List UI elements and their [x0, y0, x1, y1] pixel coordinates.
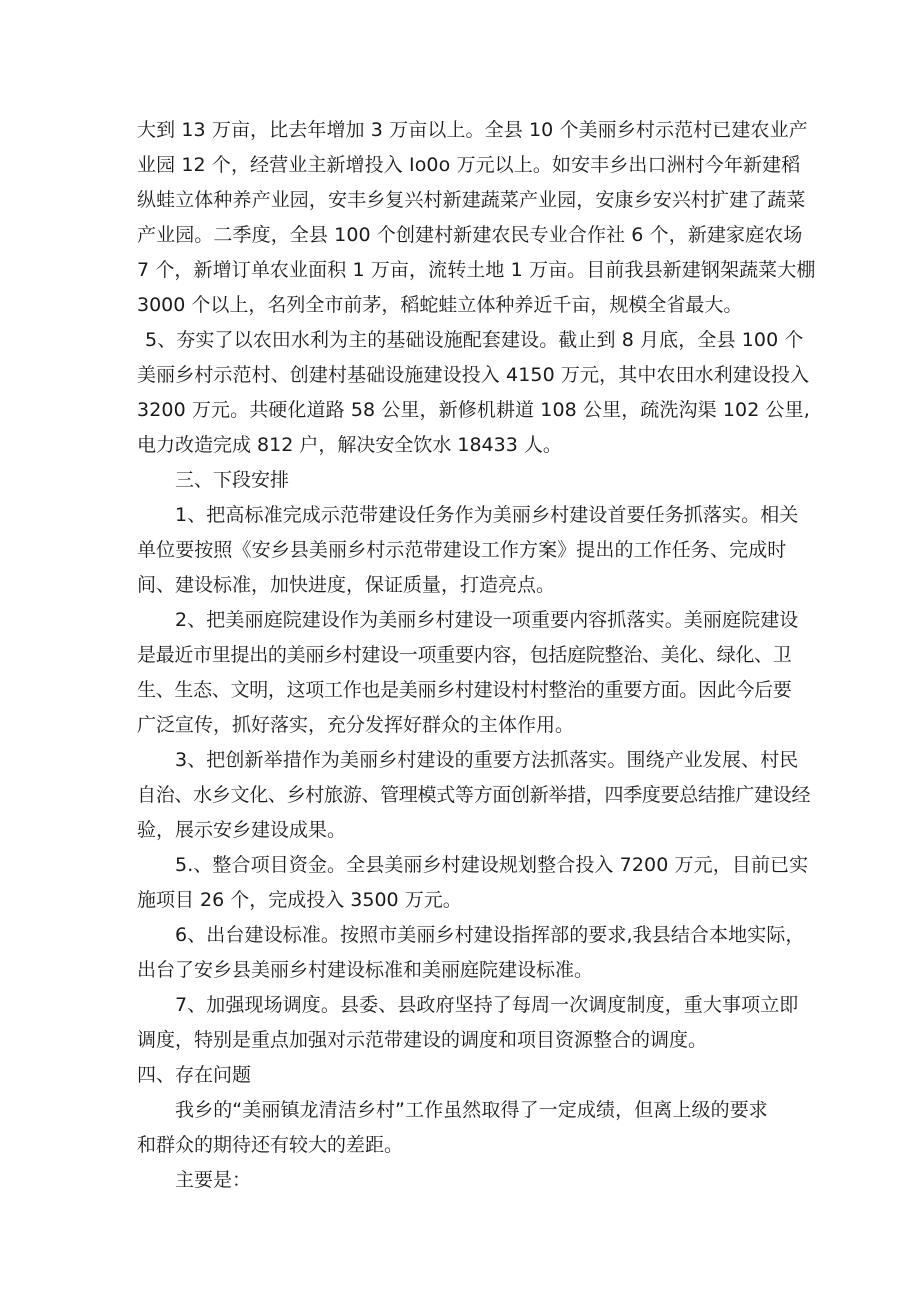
text-line: 出台了安乡县美丽乡村建设标准和美丽庭院建设标准。: [137, 959, 594, 981]
text-line: 美丽乡村示范村、创建村基础设施建设投入 4150 万元，其中农田水利建设投入: [137, 364, 810, 386]
text-line: 6、出台建设标准。按照市美丽乡村建设指挥部的要求,我县结合本地实际，: [175, 924, 805, 946]
text-line: 1、把高标准完成示范带建设任务作为美丽乡村建设首要任务抓落实。相关: [175, 504, 799, 526]
text-line: 生、生态、文明，这项工作也是美丽乡村建设村村整治的重要方面。因此今后要: [137, 679, 792, 701]
paragraph-infrastructure: [137, 323, 810, 463]
heading-text: 三、下段安排: [175, 469, 290, 491]
text-line: 是最近市里提出的美丽乡村建设一项重要内容，包括庭院整治、美化、绿化、卫: [137, 644, 792, 666]
text-line: 广泛宣传，抓好落实，充分发挥好群众的主体作用。: [137, 714, 575, 736]
heading-text: 四、存在问题: [137, 1064, 252, 1086]
text-line: 产业园。二季度，全县 100 个创建村新建农民专业合作社 6 个，新建家庭农场: [137, 224, 803, 246]
paragraph-plan-6: [137, 918, 805, 988]
text-line: 间、建设标准，加快进度，保证质量，打造亮点。: [137, 574, 556, 596]
text-line: 5.、整合项目资金。全县美丽乡村建设规划整合投入 7200 万元，目前已实: [175, 854, 809, 876]
paragraph-plan-5: [137, 848, 809, 918]
text-line: 验，展示安乡建设成果。: [137, 819, 347, 841]
text-line: 纵蛙立体种养产业园，安丰乡复兴村新建蔬菜产业园，安康乡安兴村扩建了蔬菜: [137, 189, 806, 211]
text-line: 7 个，新增订单农业面积 1 万亩，流转土地 1 万亩。目前我县新建钢架蔬菜大棚: [137, 259, 816, 281]
text-line: 3200 万元。共硬化道路 58 公里，新修机耕道 108 公里，疏洗沟渠 102 公里,: [137, 399, 810, 421]
section-heading-problems: [137, 1058, 797, 1093]
paragraph-continuation: [137, 113, 816, 323]
paragraph-main: [137, 1163, 797, 1198]
text-line: 和群众的期待还有较大的差距。: [137, 1134, 404, 1156]
paragraph-plan-3: [137, 743, 811, 848]
paragraph-plan-2: [137, 603, 797, 743]
text-line: 3、把创新举措作为美丽乡村建设的重要方法抓落实。围绕产业发展、村民: [175, 749, 799, 771]
text-line: 电力改造完成 812 户，解决安全饮水 18433 人。: [137, 434, 562, 456]
text-line: 2、把美丽庭院建设作为美丽乡村建设一项重要内容抓落实。美丽庭院建设: [175, 609, 799, 631]
text-line: 7、加强现场调度。县委、县政府坚持了每周一次调度制度，重大事项立即: [175, 994, 799, 1016]
section-heading-plan: [137, 463, 797, 498]
document-body: [137, 113, 816, 1198]
text-line: 5、夯实了以农田水利为主的基础设施配套建设。截止到 8 月底，全县 100 个: [145, 329, 804, 351]
text-line: 业园 12 个，经营业主新增投入 Io0o 万元以上。如安丰乡出口洲村今年新建稻: [137, 154, 801, 176]
text-line: 施项目 26 个，完成投入 3500 万元。: [137, 889, 462, 911]
text-line: 3000 个以上，名列全市前茅，稻蛇蛙立体种养近千亩，规模全省最大。: [137, 294, 743, 316]
text-line: 主要是：: [175, 1169, 252, 1191]
paragraph-plan-1: [137, 498, 797, 603]
text-line: 大到 13 万亩，比去年增加 3 万亩以上。全县 10 个美丽乡村示范村已建农业产: [137, 119, 808, 141]
text-line: 我乡的“美丽镇龙清洁乡村”工作虽然取得了一定成绩，但离上级的要求: [175, 1099, 768, 1121]
text-line: 单位要按照《安乡县美丽乡村示范带建设工作方案》提出的工作任务、完成时: [137, 539, 787, 561]
paragraph-plan-7: [137, 988, 797, 1058]
paragraph-problems: [137, 1093, 797, 1163]
text-line: 调度，特别是重点加强对示范带建设的调度和项目资源整合的调度。: [137, 1029, 708, 1051]
text-line: 自治、水乡文化、乡村旅游、管理模式等方面创新举措，四季度要总结推广建设经: [137, 784, 811, 806]
